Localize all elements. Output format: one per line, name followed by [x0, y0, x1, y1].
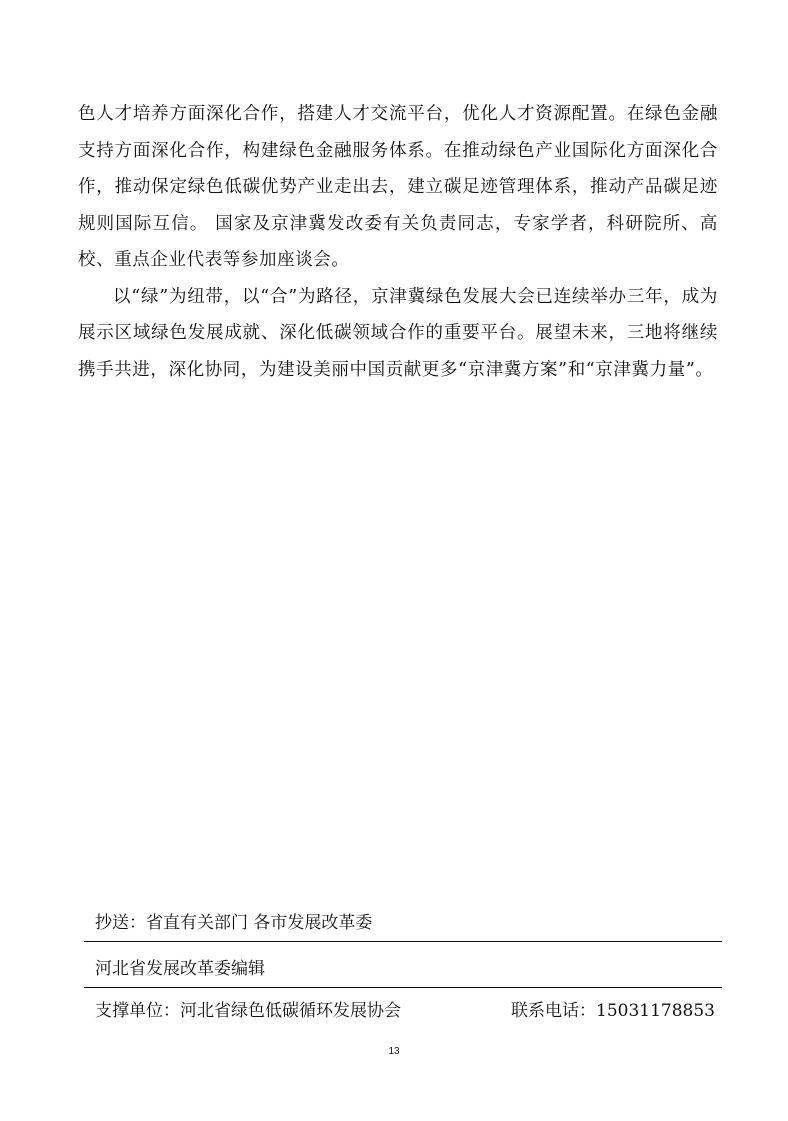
- support-unit: 支撑单位：河北省绿色低碳循环发展协会: [95, 1001, 401, 1021]
- footer-divider-top: [84, 941, 722, 942]
- support-row: [95, 996, 715, 1021]
- cc-line: 抄送：省直有关部门 各市发展改革委: [95, 913, 373, 933]
- page-number: 13: [388, 1046, 400, 1057]
- paragraph-1: 色人才培养方面深化合作，搭建人才交流平台，优化人才资源配置。在绿色金融支持方面深化合作，构建绿色金融服务体系。在推动绿色产业国际化方面深化合作，推动保定绿色低碳优势产业走出去，建立碳足迹管理体系，推动产品碳足迹规则国际互信。 国家及京津冀发改委有关负责同志，专家学者，科研院所、高校、重点企业代表等参加座谈会。: [78, 104, 718, 270]
- editor-line: 河北省发展改革委编辑: [95, 959, 265, 979]
- footer-divider-bottom: [84, 987, 722, 988]
- body-text: [78, 96, 718, 388]
- paragraph-2: 以“绿”为纽带，以“合”为路径，京津冀绿色发展大会已连续举办三年，成为展示区域绿色发展成就、深化低碳领域合作的重要平台。展望未来，三地将继续携手共进，深化协同，为建设美丽中国贡献更多“京津冀方案”和“京津冀力量”。: [78, 286, 718, 380]
- contact-phone: 联系电话：15031178853: [511, 1001, 715, 1021]
